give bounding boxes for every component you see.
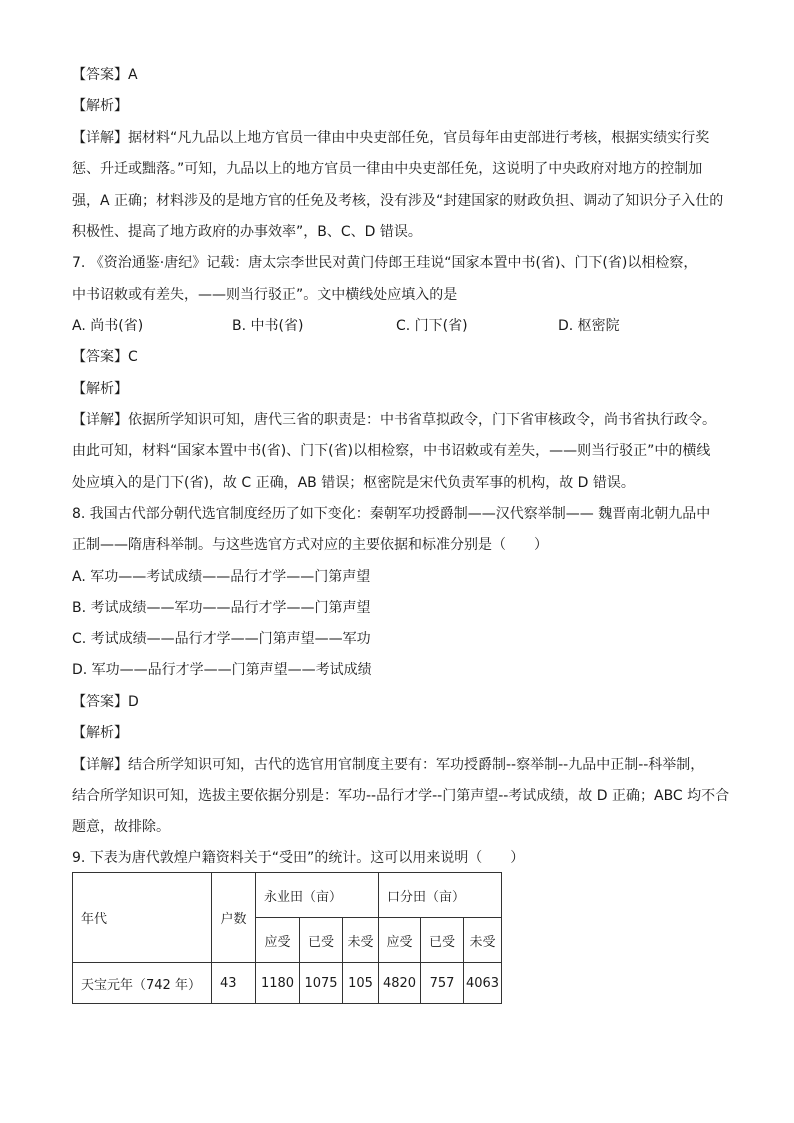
cell-koufen-received: 757 (421, 963, 464, 1004)
cell-yongye-not: 105 (343, 963, 379, 1004)
header-year: 年代 (73, 873, 212, 963)
q8-option-d: D. 军功——品行才学——门第声望——考试成绩 (72, 662, 372, 678)
header-yongye-should: 应受 (256, 918, 300, 963)
header-households: 户数 (212, 873, 256, 963)
q7-options (72, 316, 712, 336)
header-yongye-field: 永业田（亩） (256, 873, 379, 918)
land-allocation-table (72, 872, 502, 1004)
q9-stem: 9. 下表为唐代敦煌户籍资料关于“受田”的统计。这可以用来说明（ ） (72, 850, 525, 866)
q7-option-b: B. 中书(省) (232, 318, 304, 334)
q7-detail-line: 处应填入的是门下(省)，故 C 正确，AB 错误；枢密院是宋代负责军事的机构，故 D 错误。 (72, 475, 635, 491)
q8-option-c: C. 考试成绩——品行才学——门第声望——军功 (72, 631, 371, 647)
q7-stem-line: 7. 《资治通鉴·唐纪》记载：唐太宗李世民对黄门侍郎王珪说“国家本置中书(省)、门下(省)以相检察， (72, 255, 698, 271)
q7-analysis-label: 【解析】 (72, 381, 128, 397)
cell-koufen-should: 4820 (379, 963, 421, 1004)
q6-answer: 【答案】A (72, 67, 138, 83)
header-yongye-not: 未受 (343, 918, 379, 963)
header-yongye-received: 已受 (300, 918, 343, 963)
q7-stem-line: 中书诏敕或有差失，——则当行驳正”。文中横线处应填入的是 (72, 287, 458, 303)
q8-detail-line: 【详解】结合所学知识可知，古代的选官用官制度主要有：军功授爵制--察举制--九品中正制--科举制， (72, 757, 705, 773)
q7-detail-line: 【详解】依据所学知识可知，唐代三省的职责是：中书省草拟政令，门下省审核政令，尚书省执行政令。 (72, 412, 716, 428)
q6-detail-line: 积极性、提高了地方政府的办事效率”，B、C、D 错误。 (72, 224, 422, 240)
cell-year: 天宝元年（742 年） (73, 963, 212, 1004)
header-koufen-not: 未受 (464, 918, 502, 963)
q8-detail-line: 题意，故排除。 (72, 819, 170, 835)
q8-analysis-label: 【解析】 (72, 725, 128, 741)
q8-answer: 【答案】D (72, 694, 139, 710)
q7-option-d: D. 枢密院 (558, 318, 620, 334)
cell-yongye-received: 1075 (300, 963, 343, 1004)
q6-detail-line: 惩、升迁或黜落。”可知，九品以上的地方官员一律由中央吏部任免，这说明了中央政府对地方的控制加 (72, 161, 703, 177)
q6-analysis-label: 【解析】 (72, 98, 128, 114)
q8-option-a: A. 军功——考试成绩——品行才学——门第声望 (72, 569, 371, 585)
q7-answer: 【答案】C (72, 349, 138, 365)
cell-koufen-not: 4063 (464, 963, 502, 1004)
cell-yongye-should: 1180 (256, 963, 300, 1004)
q8-option-b: B. 考试成绩——军功——品行才学——门第声望 (72, 600, 371, 616)
q8-stem-line: 正制——隋唐科举制。与这些选官方式对应的主要依据和标准分别是（ ） (72, 537, 548, 553)
q8-stem-line: 8. 我国古代部分朝代选官制度经历了如下变化：秦朝军功授爵制——汉代察举制—— 魏晋南北朝九品中 (72, 506, 711, 522)
cell-households: 43 (212, 963, 256, 1004)
header-koufen-should: 应受 (379, 918, 421, 963)
q7-option-c: C. 门下(省) (396, 318, 468, 334)
header-koufen-field: 口分田（亩） (379, 873, 502, 918)
q6-detail-line: 【详解】据材料“凡九品以上地方官员一律由中央吏部任免，官员每年由吏部进行考核，根据实绩实行奖 (72, 130, 710, 146)
q7-detail-line: 由此可知，材料“国家本置中书(省)、门下(省)以相检察，中书诏敕或有差失，——则当行驳正”中的横线 (72, 443, 711, 459)
q6-detail-line: 强，A 正确；材料涉及的是地方官的任免及考核，没有涉及“封建国家的财政负担、调动了知识分子入仕的 (72, 193, 724, 209)
header-koufen-received: 已受 (421, 918, 464, 963)
table-row (73, 963, 502, 1004)
q7-option-a: A. 尚书(省) (72, 318, 144, 334)
q8-detail-line: 结合所学知识可知，选拔主要依据分别是：军功--品行才学--门第声望--考试成绩，故 D 正确；ABC 均不合 (72, 788, 730, 804)
